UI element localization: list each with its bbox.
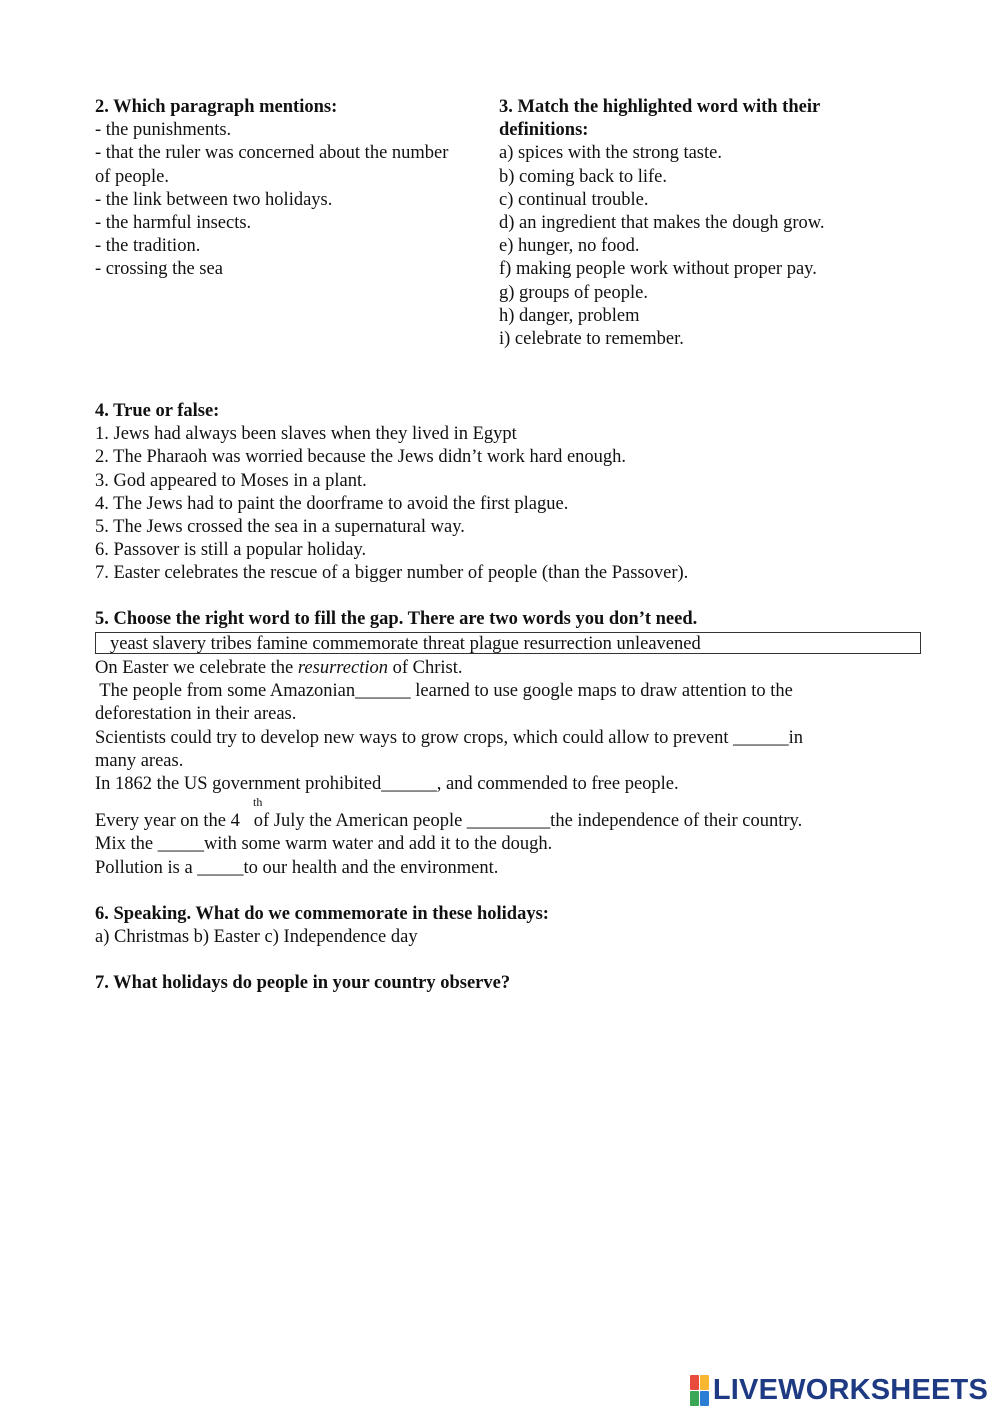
section-3	[499, 96, 919, 351]
logo-text: LIVEWORKSHEETS	[712, 1374, 988, 1406]
true-false-item: 2. The Pharaoh was worried because the Jews didn’t work hard enough.	[95, 447, 627, 468]
superscript-th: th	[253, 795, 263, 809]
definition-item: b) coming back to life.	[499, 166, 667, 187]
gap-sentence: The people from some Amazonian______ learned to use google maps to draw attention to the	[95, 681, 793, 702]
section-2-line: - that the ruler was concerned about the number	[95, 143, 449, 164]
logo-icon-block	[690, 1375, 699, 1390]
gap-sentence: Every year on the 4 of July the American people _________the independence of their country.	[95, 811, 803, 832]
logo-icon-block	[700, 1375, 709, 1390]
section-2-line: - crossing the sea	[95, 259, 223, 280]
section-7-heading: 7. What holidays do people in your country observe?	[95, 973, 511, 993]
definition-item: a) spices with the strong taste.	[499, 143, 722, 164]
section-2-heading: 2. Which paragraph mentions:	[95, 97, 338, 117]
example-sentence	[95, 657, 925, 680]
logo-icon-block	[700, 1391, 709, 1406]
section-2-line: of people.	[95, 166, 169, 187]
gap-sentence: In 1862 the US government prohibited______, and commended to free people.	[95, 774, 679, 795]
definition-item: i) celebrate to remember.	[499, 329, 684, 350]
definition-item: h) danger, problem	[499, 305, 640, 326]
section-6	[95, 903, 925, 949]
definition-item: f) making people work without proper pay.	[499, 259, 817, 280]
section-4-heading: 4. True or false:	[95, 401, 220, 421]
definition-item: g) groups of people.	[499, 282, 648, 303]
section-3-heading: definitions:	[499, 120, 589, 141]
section-4	[95, 400, 925, 586]
section-2-line: - the punishments.	[95, 120, 232, 141]
section-2-line: - the tradition.	[95, 236, 201, 257]
section-3-heading: 3. Match the highlighted word with their	[499, 97, 821, 117]
true-false-item: 4. The Jews had to paint the doorframe to avoid the first plague.	[95, 493, 569, 514]
example-text: of Christ.	[387, 658, 463, 678]
section-5-heading: 5. Choose the right word to fill the gap. There are two words you don’t need.	[95, 609, 698, 629]
section-6-line: a) Christmas b) Easter c) Independence day	[95, 927, 418, 948]
gap-sentence: Pollution is a _____to our health and the environment.	[95, 857, 499, 878]
definition-item: d) an ingredient that makes the dough grow.	[499, 213, 825, 234]
section-6-heading: 6. Speaking. What do we commemorate in these holidays:	[95, 904, 549, 924]
section-2-line: - the link between two holidays.	[95, 189, 333, 210]
section-5	[95, 608, 925, 631]
definition-item: e) hunger, no food.	[499, 236, 640, 257]
liveworksheets-logo	[690, 1373, 988, 1407]
logo-icon	[690, 1375, 709, 1406]
true-false-item: 6. Passover is still a popular holiday.	[95, 540, 367, 561]
true-false-item: 7. Easter celebrates the rescue of a bigger number of people (than the Passover).	[95, 563, 689, 584]
true-false-item: 3. God appeared to Moses in a plant.	[95, 470, 367, 491]
gap-fill-sentences	[95, 657, 925, 880]
section-2	[95, 96, 490, 282]
section-7	[95, 972, 925, 995]
gap-sentence: Mix the _____with some warm water and add it to the dough.	[95, 834, 553, 855]
gap-sentence: many areas.	[95, 750, 184, 771]
gap-sentence: deforestation in their areas.	[95, 704, 297, 725]
true-false-item: 1. Jews had always been slaves when they lived in Egypt	[95, 424, 517, 445]
definition-item: c) continual trouble.	[499, 189, 649, 210]
true-false-item: 5. The Jews crossed the sea in a supernatural way.	[95, 517, 465, 538]
example-word: resurrection	[297, 658, 388, 678]
section-2-line: - the harmful insects.	[95, 213, 252, 234]
example-text: On Easter we celebrate the	[95, 658, 298, 678]
gap-sentence: Scientists could try to develop new ways to grow crops, which could allow to prevent ______in	[95, 727, 804, 748]
word-bank: yeast slavery tribes famine commemorate threat plague resurrection unleavened	[95, 632, 921, 654]
logo-icon-block	[690, 1391, 699, 1406]
